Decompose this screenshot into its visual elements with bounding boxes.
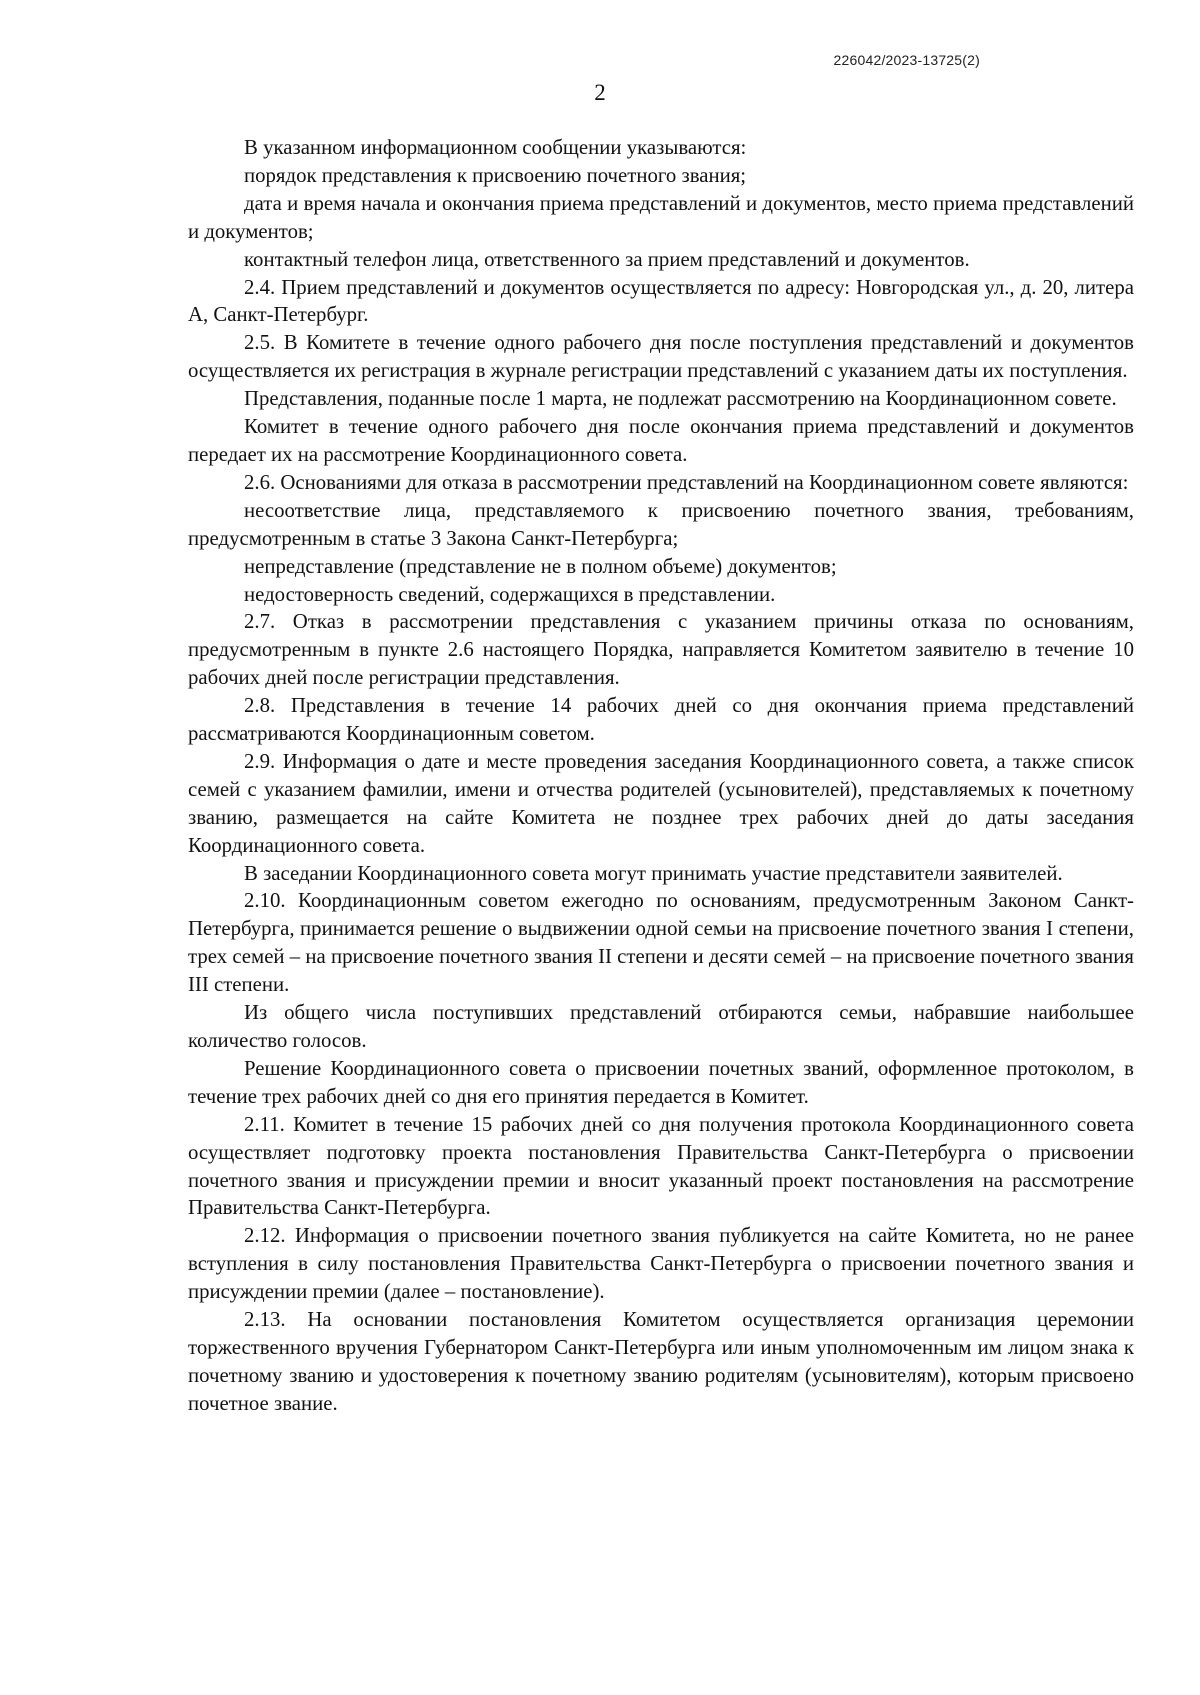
paragraph: 2.11. Комитет в течение 15 рабочих дней со дня получения протокола Координационного совета осуществляет подготовку проекта постановления Правительства Санкт-Петербурга о присвоении почетного звания и присуждении премии и вносит указанный проект постановления на рассмотрение Правительства Санкт-Петербурга. [188,1112,1134,1220]
paragraph: В указанном информационном сообщении указываются: [244,136,747,159]
paragraph: 2.7. Отказ в рассмотрении представления с указанием причины отказа по основаниям, предусмотренным в пункте 2.6 настоящего Порядка, направляется Комитетом заявителю в течение 10 рабочих дней после регистрации представления. [188,610,1134,690]
paragraph: несоответствие лица, представляемого к присвоению почетного звания, требованиям, предусмотренным в статье 3 Закона Санкт-Петербурга; [188,498,1134,550]
document-body [188,134,1134,1418]
paragraph: 2.9. Информация о дате и месте проведения заседания Координационного совета, а также список семей с указанием фамилии, имени и отчества родителей (усыновителей), представляемых к почетному званию, размещается на сайте Комитета не позднее трех рабочих дней до даты заседания Координационного совета. [188,749,1134,857]
paragraph: 2.13. На основании постановления Комитетом осуществляется организация церемонии торжественного вручения Губернатором Санкт-Петербурга или иным уполномоченным им лицом знака к почетному званию и удостоверения к почетному званию родителям (усыновителям), которым присвоено почетное звание. [188,1308,1134,1415]
paragraph: 2.6. Основаниями для отказа в рассмотрении представлений на Координационном совете являются: [244,470,1129,494]
paragraph: 2.10. Координационным советом ежегодно по основаниям, предусмотренным Законом Санкт-Петербурга, принимается решение о выдвижении одной семьи на присвоение почетного звания I степени, трех семей – на присвоение почетного звания II степени и десяти семей – на присвоение почетного звания III степени. [188,889,1134,997]
paragraph: 2.4. Прием представлений и документов осуществляется по адресу: Новгородская ул., д. 20, литера А, Санкт-Петербург. [188,275,1134,327]
paragraph: 2.8. Представления в течение 14 рабочих дней со дня окончания приема представлений рассматриваются Координационным советом. [188,694,1134,746]
paragraph: недостоверность сведений, содержащихся в представлении. [244,582,776,606]
paragraph: 2.12. Информация о присвоении почетного звания публикуется на сайте Комитета, но не ранее вступления в силу постановления Правительства Санкт-Петербурга о присвоении почетного звания и присуждении премии (далее – постановление). [188,1224,1134,1304]
paragraph: В заседании Координационного совета могут принимать участие представители заявителей. [244,861,1063,885]
paragraph: дата и время начала и окончания приема представлений и документов, место приема представлений и документов; [188,191,1134,243]
paragraph: Комитет в течение одного рабочего дня после окончания приема представлений и документов передает их на рассмотрение Координационного совета. [188,415,1134,466]
paragraph: 2.5. В Комитете в течение одного рабочего дня после поступления представлений и документов осуществляется их регистрация в журнале регистрации представлений с указанием даты их поступления. [188,331,1134,383]
paragraph: Представления, поданные после 1 марта, не подлежат рассмотрению на Координационном совете. [244,387,1117,411]
paragraph: Решение Координационного совета о присвоении почетных званий, оформленное протоколом, в течение трех рабочих дней со дня его принятия передается в Комитет. [188,1056,1134,1108]
paragraph: контактный телефон лица, ответственного за прием представлений и документов. [244,247,970,271]
page-number: 2 [594,80,606,105]
paragraph: непредставление (представление не в полном объеме) документов; [244,554,837,578]
paragraph: Из общего числа поступивших представлений отбираются семьи, набравшие наибольшее количество голосов. [188,1001,1134,1052]
paragraph: порядок представления к присвоению почетного звания; [244,163,747,187]
document-registration-number: 226042/2023-13725(2) [833,52,980,68]
